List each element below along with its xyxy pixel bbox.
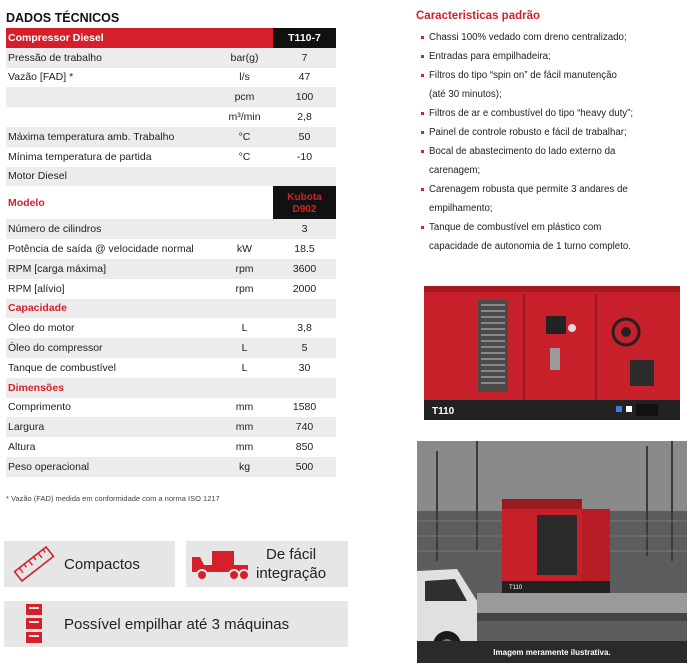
list-item: Carenagem robusta que permite 3 andares de (416, 180, 696, 199)
table-row: Comprimento mm 1580 (6, 398, 336, 418)
spec-table (6, 28, 336, 477)
table-row: Tanque de combustível L 30 (6, 358, 336, 378)
list-item: Entradas para empilhadeira; (416, 47, 696, 66)
truck-compressor-label: T110 (509, 585, 523, 591)
table-row: Óleo do motor L 3,8 (6, 318, 336, 338)
badge-stack-label: Possível empilhar até 3 máquinas (64, 615, 290, 633)
truck-icon (186, 541, 256, 587)
badge-stack (4, 601, 348, 647)
table-row (6, 28, 336, 48)
table-row: RPM [carga máxima] rpm 3600 (6, 259, 336, 279)
badge-compact (4, 541, 175, 587)
table-row (6, 378, 336, 398)
badge-integration-label: De fácil integração (256, 546, 327, 582)
compressor-photo (420, 282, 684, 424)
table-row: RPM [alívio] rpm 2000 (6, 279, 336, 299)
table-row: Vazão [FAD] * l/s 47 (6, 68, 336, 88)
table-row (6, 167, 336, 187)
page-title: DADOS TÉCNICOS (6, 11, 120, 25)
technical-data-section (6, 8, 336, 477)
list-item: Filtros do tipo “spin on” de fácil manutenção (416, 66, 696, 85)
table-row: Óleo do compressor L 5 (6, 338, 336, 358)
badge-compact-label: Compactos (64, 555, 140, 573)
table-row: Potência de saída @ velocidade normal kW 18.5 (6, 239, 336, 259)
table-row: Máxima temperatura amb. Trabalho °C 50 (6, 127, 336, 147)
features-list (416, 28, 696, 256)
table-row: Número de cilindros 3 (6, 219, 336, 239)
table-row: Pressão de trabalho bar(g) 7 (6, 48, 336, 68)
list-item: empilhamento; (429, 203, 493, 214)
motor-label: Motor Diesel (6, 167, 216, 187)
table-row: Altura mm 850 (6, 437, 336, 457)
modelo-label: Modelo (6, 186, 216, 219)
footnote: * Vazão (FAD) medida em conformidade com a norma ISO 1217 (6, 494, 220, 503)
stack-icon (4, 601, 64, 647)
ruler-icon (4, 541, 64, 587)
table-row: m³/min 2,8 (6, 107, 336, 127)
table-row (6, 299, 336, 319)
compressor-header: Compressor Diesel (6, 28, 216, 48)
table-row: pcm 100 (6, 87, 336, 107)
table-row: Mínima temperatura de partida °C -10 (6, 147, 336, 167)
table-row (6, 186, 336, 219)
truck-photo (417, 441, 687, 663)
list-item: carenagem; (429, 165, 481, 176)
list-item: Chassi 100% vedado com dreno centralizado; (416, 28, 696, 47)
compressor-model-label: T110 (432, 406, 455, 417)
list-item: Bocal de abastecimento do lado externo da (416, 142, 696, 161)
motor-model: Kubota D902 (273, 186, 336, 219)
list-item: Painel de controle robusto e fácil de trabalhar; (416, 123, 696, 142)
dimensoes-label: Dimensões (6, 378, 216, 398)
list-item: capacidade de autonomia de 1 turno completo. (429, 241, 631, 252)
list-item: Filtros de ar e combustível do tipo “heavy duty”; (416, 104, 696, 123)
list-item: Tanque de combustível em plástico com (416, 218, 696, 237)
standard-features-section (416, 10, 696, 256)
capacidade-label: Capacidade (6, 299, 216, 319)
table-row: Peso operacional kg 500 (6, 457, 336, 477)
list-item: (até 30 minutos); (429, 89, 502, 100)
image-caption: Imagem meramente ilustrativa. (493, 648, 611, 657)
features-title: Caracteristicas padrão (416, 10, 541, 22)
compressor-model: T110-7 (273, 28, 336, 48)
table-row: Largura mm 740 (6, 417, 336, 437)
badge-integration (186, 541, 348, 587)
